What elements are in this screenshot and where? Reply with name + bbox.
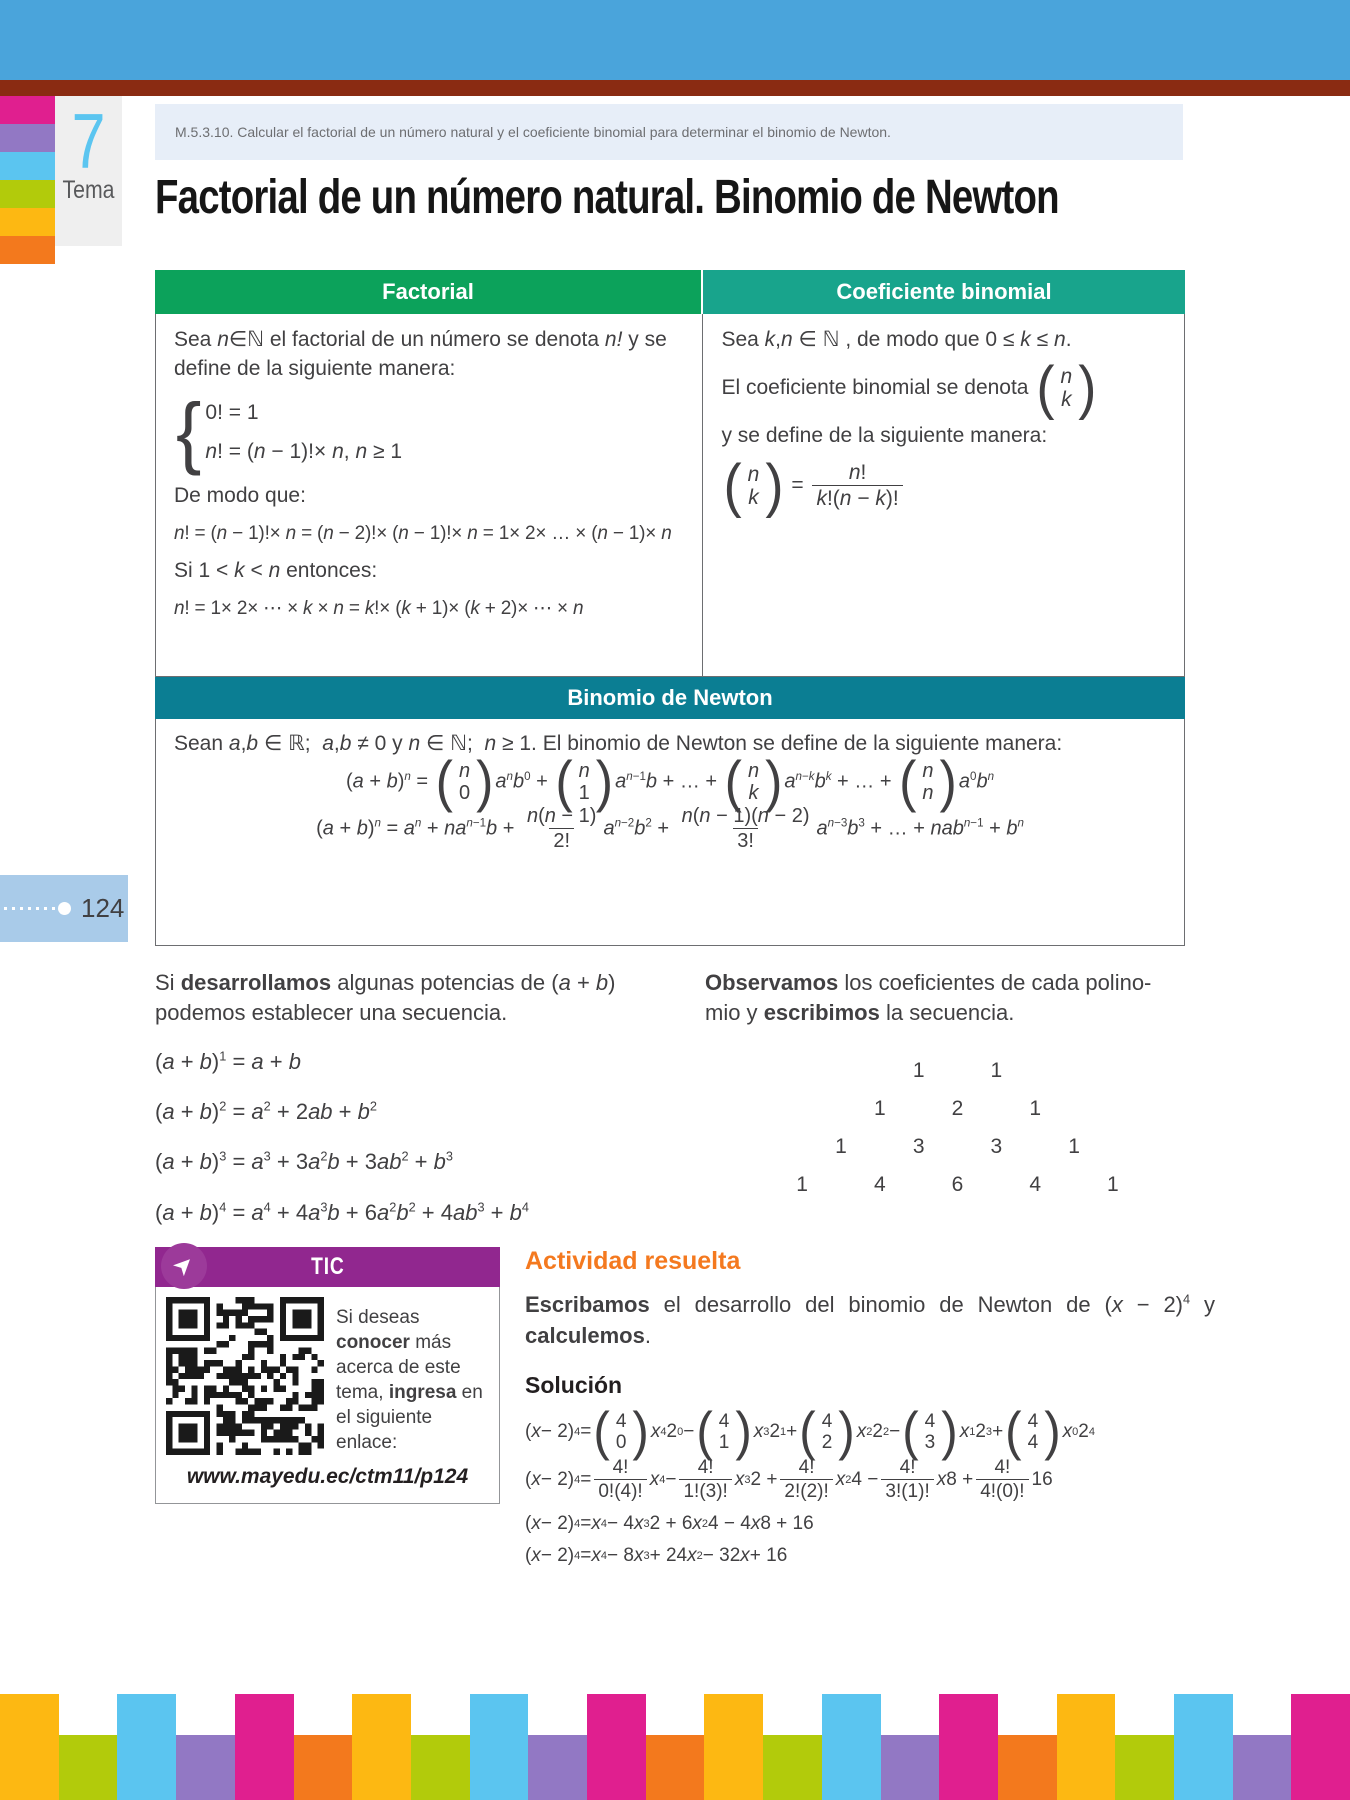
solution-step: ( x − 2) 4 = ( 4 0 ) x 4 2 0 − ( 4 1 ) x 3 2 1 + ( 4 2 ) x 2 2 2 − ( 4 3 ) x 1 2 3 + ( 4 4 ) x 0 2 4 — [525, 1401, 1096, 1461]
pascal-row-4: 1 4 6 4 1 — [796, 1173, 1119, 1197]
concept-table — [155, 270, 1185, 946]
pascal-row-2: 1 2 1 — [873, 1097, 1042, 1121]
tic-body — [155, 1287, 500, 1504]
decoration-stripe — [939, 1694, 998, 1800]
tic-label: TIC — [310, 1253, 345, 1280]
qr-code-icon — [166, 1297, 324, 1455]
top-banner-stripe — [0, 80, 1350, 96]
color-chip — [0, 152, 55, 180]
decoration-stripe — [411, 1735, 470, 1800]
decoration-stripe — [646, 1735, 705, 1800]
factorial-chain-formula-2: n! = 1× 2× ⋯ × k × n = k!× (k + 1)× (k + 2)× ⋯ × n — [174, 598, 584, 620]
binomial-cell — [703, 314, 1184, 676]
decoration-stripe — [587, 1694, 646, 1800]
factorial-definition-cases — [176, 387, 684, 477]
newton-formula-2: $(a + b)^n = a^n + na^{n-1}b$ + $\frac{n(n - 1)}{2!}$ $a^{n-2}b^2$ + $\frac{n(n - 1)(n - 2)}{3!}$ $a^{n-3}b^3$ + … + $nab^{n-1} + b^n$ — [316, 804, 1024, 852]
sequence-left-column — [155, 968, 645, 1248]
decoration-stripe — [763, 1735, 822, 1800]
concept-table-header-row — [155, 270, 1185, 314]
sequence-right-column — [705, 968, 1210, 1205]
activity-heading: Actividad resuelta — [525, 1247, 741, 1275]
expansion-line: $(a + b)^3 = a^3 + 3a^2b + 3ab^2 + b^3$ — [155, 1149, 453, 1175]
tic-header — [155, 1247, 500, 1287]
binomial-p3: y se define de la siguiente manera: — [721, 424, 1048, 447]
concept-table-body-row — [155, 314, 1185, 677]
decoration-stripe — [528, 1735, 587, 1800]
dot-bullet — [58, 902, 71, 915]
dotted-line — [4, 907, 56, 910]
decoration-stripe — [352, 1694, 411, 1800]
factorial-de-modo: De modo que: — [174, 483, 306, 507]
expansion-line: $(a + b)^1 = a + b$ — [155, 1048, 301, 1074]
cursor-icon-circle — [161, 1243, 207, 1289]
tema-color-chips — [0, 96, 55, 264]
solution-step: ( x − 2) 4 = x 4 − 4 x 3 2 + 6 x 2 4 − 4 x 8 + 16 — [525, 1512, 814, 1534]
page-title: Factorial de un número natural. Binomio de Newton — [155, 171, 1059, 224]
decoration-stripe — [1233, 1735, 1292, 1800]
decoration-stripe — [470, 1694, 529, 1800]
page-number-tab — [0, 875, 128, 942]
decoration-stripe — [998, 1735, 1057, 1800]
cursor-arrow-icon: ➤ — [166, 1248, 201, 1283]
decoration-stripe — [59, 1735, 118, 1800]
pascal-row-1: 1 1 — [912, 1059, 1003, 1083]
tema-label: Tema — [62, 176, 115, 204]
binomial-p1: Sea k,n ∈ ℕ , de modo que 0 ≤ k ≤ n. — [721, 328, 1072, 351]
factorial-case-1: 0! = 1 — [205, 400, 259, 424]
tic-link[interactable]: www.mayedu.ec/ctm11/p124 — [186, 1465, 469, 1489]
pascal-row-3: 1 3 3 1 — [835, 1135, 1080, 1159]
decoration-stripe — [1057, 1694, 1116, 1800]
newton-section-header: Binomio de Newton — [155, 677, 1185, 719]
solution-heading: Solución — [525, 1371, 623, 1398]
color-chip — [0, 180, 55, 208]
factorial-column-header: Factorial — [155, 270, 703, 314]
decoration-stripe — [176, 1735, 235, 1800]
brace-glyph: { — [176, 387, 202, 477]
decoration-stripe — [822, 1694, 881, 1800]
tema-badge — [55, 96, 122, 246]
factorial-cell — [156, 314, 703, 676]
color-chip — [0, 124, 55, 152]
factorial-chain-formula: n! = (n − 1)!× n = (n − 2)!× (n − 1)!× n = 1× 2× … × (n − 1)× n — [174, 522, 672, 544]
binomial-formula: ( n k ) = $\frac{n!}{k!(n - k)!}$ — [721, 461, 1166, 511]
factorial-case-2: n! = (n − 1)!× n, n ≥ 1 — [205, 439, 402, 463]
binomial-p2: El coeficiente binomial se denota ( n k ) — [721, 354, 1097, 421]
newton-cell — [155, 719, 1185, 946]
expansion-line: $(a + b)^2 = a^2 + 2ab + b^2$ — [155, 1098, 377, 1125]
expansion-line: $(a + b)^4 = a^4 + 4a^3b + 6a^2b^2 + 4ab^3 + b^4$ — [155, 1199, 529, 1225]
decoration-stripe — [881, 1735, 940, 1800]
color-chip — [0, 208, 55, 236]
bottom-decoration — [0, 1694, 1350, 1800]
factorial-intro: Sea n∈ℕ el factorial de un número se denota n! y se define de la siguiente manera: — [174, 328, 667, 380]
tic-box — [155, 1247, 500, 1504]
solution-step: ( x − 2) 4 = x 4 − 8 x 3 + 24 x 2 − 32 x + 16 — [525, 1544, 788, 1566]
page-number: 124 — [81, 893, 125, 923]
color-chip — [0, 96, 55, 124]
decoration-stripe — [1115, 1735, 1174, 1800]
color-chip — [0, 236, 55, 264]
decoration-stripe — [117, 1694, 176, 1800]
top-banner — [0, 0, 1350, 80]
decoration-stripe — [704, 1694, 763, 1800]
sequence-right-intro: Observamos los coeficientes de cada polino- mio y escribimos la secuencia. — [705, 970, 1152, 1026]
curriculum-standard — [155, 104, 1183, 160]
newton-intro: Sean a,b ∈ ℝ; a,b ≠ 0 y n ∈ ℕ; n ≥ 1. El binomio de Newton se define de la siguiente manera: — [174, 732, 1063, 755]
decoration-stripe — [0, 1694, 59, 1800]
activity-prompt: Escribamos el desarrollo del binomio de Newton de $(x - 2)^4$ y calculemos. — [525, 1291, 1215, 1348]
sequence-left-intro: Si desarrollamos algunas potencias de (a + b) podemos establecer una secuencia. — [155, 970, 616, 1026]
decoration-stripe — [1291, 1694, 1350, 1800]
activity-section — [525, 1247, 1215, 1577]
solution-step: ( x − 2) 4 = 4! 0!(4)! x 4 − 4! 1!(3)! x 3 2 + 4! 2!(2)! x 2 4 − 4! 3!(1)! x 8 + 4! 4!(0)! 16 — [525, 1457, 1053, 1502]
tema-number: 7 — [71, 97, 106, 185]
factorial-si-line: Si 1 < k < n entonces: — [174, 559, 378, 583]
decoration-stripe — [235, 1694, 294, 1800]
pascal-triangle — [705, 1053, 1210, 1205]
binomial-column-header: Coeficiente binomial — [703, 270, 1185, 314]
decoration-stripe — [1174, 1694, 1233, 1800]
tic-text: Si deseas conocer más acerca de este tema, ingresa en el siguiente enlace: — [336, 1307, 483, 1454]
curriculum-standard-text: M.5.3.10. Calcular el factorial de un número natural y el coeficiente binomial para determinar el binomio de Newton. — [175, 124, 891, 140]
decoration-stripe — [294, 1735, 353, 1800]
newton-formula-1: $(a + b)^n$ = ( n 0 ) $a^nb^0$ + ( n 1 ) $a^{n-1}b$ + … + ( n k ) $a^{n-k}b^k$ + … + ( n n ) $a^0b^n$ — [345, 750, 995, 814]
